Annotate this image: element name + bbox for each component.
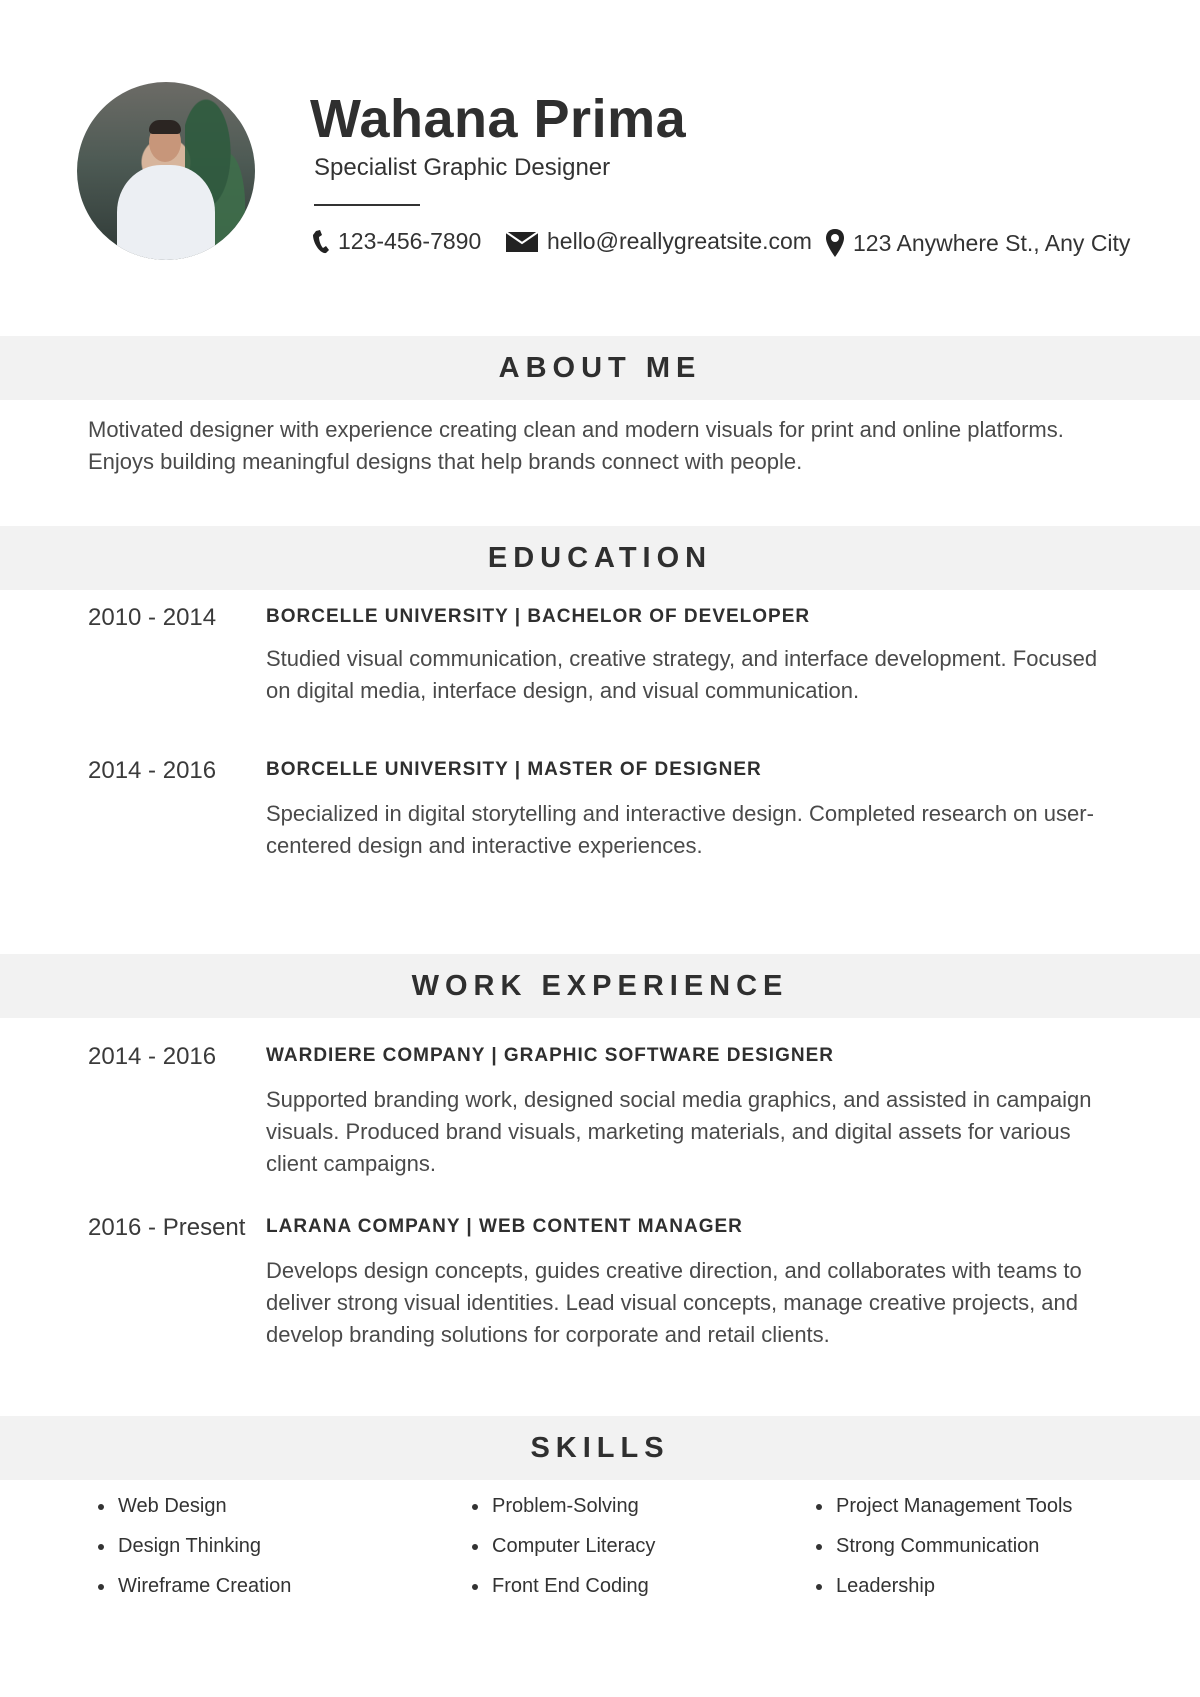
about-text: Motivated designer with experience creating clean and modern visuals for print and online platforms. Enjoys building meaningful designs that help brands connect with people.: [88, 417, 1064, 474]
work-desc-1: Supported branding work, designed social media graphics, and assisted in campaign visuals. Produced brand visuals, marketing materials, and digital assets for various client campaigns.: [266, 1087, 1092, 1176]
address-contact: [825, 228, 1130, 258]
about-title: ABOUT ME: [498, 351, 702, 384]
work-heading-1: WARDIERE COMPANY | GRAPHIC SOFTWARE DESIGNER: [266, 1045, 834, 1066]
work-date-1: 2014 - 2016: [88, 1043, 217, 1070]
education-date-2: 2014 - 2016: [88, 757, 217, 784]
skill-item: • Front End Coding: [490, 1566, 655, 1606]
phone-contact[interactable]: [312, 228, 481, 255]
education-date-1: 2010 - 2014: [88, 604, 217, 631]
work-heading-2: LARANA COMPANY | WEB CONTENT MANAGER: [266, 1216, 743, 1237]
skill-item: • Wireframe Creation: [116, 1566, 291, 1606]
education-desc-1: Studied visual communication, creative strategy, and interface development. Focused on digital media, interface design, and visual communication.: [266, 646, 1098, 703]
skill-item: • Problem-Solving: [490, 1486, 655, 1526]
phone-text: 123-456-7890: [338, 228, 482, 254]
mail-icon: [505, 230, 539, 254]
email-contact[interactable]: [505, 228, 812, 255]
skill-item: • Web Design: [116, 1486, 291, 1526]
education-section-header: [0, 526, 1200, 590]
education-heading-1: BORCELLE UNIVERSITY | BACHELOR OF DEVELOPER: [266, 606, 811, 627]
work-title: WORK EXPERIENCE: [411, 969, 789, 1002]
skill-item: • Computer Literacy: [490, 1526, 655, 1566]
resume-name: Wahana Prima: [310, 89, 687, 149]
skill-item: • Strong Communication: [834, 1526, 1072, 1566]
phone-icon: [312, 229, 330, 255]
education-title: EDUCATION: [487, 541, 713, 574]
header-divider: [314, 204, 420, 206]
work-date-2: 2016 - Present: [88, 1214, 246, 1241]
address-text: 123 Anywhere St., Any City: [853, 229, 1131, 256]
photo-shirt: [117, 165, 215, 260]
skills-title: SKILLS: [530, 1431, 670, 1464]
education-heading-2: BORCELLE UNIVERSITY | MASTER OF DESIGNER: [266, 759, 762, 780]
email-text: hello@reallygreatsite.com: [547, 228, 812, 254]
education-desc-2: Specialized in digital storytelling and interactive design. Completed research on user-centered design and interactive experiences.: [266, 801, 1094, 858]
work-section-header: [0, 954, 1200, 1018]
resume-role: Specialist Graphic Designer: [314, 154, 611, 181]
profile-photo: [77, 82, 255, 260]
skill-item: • Project Management Tools: [834, 1486, 1072, 1526]
skills-column-3: [810, 1486, 1072, 1606]
skills-column-2: [466, 1486, 655, 1606]
skill-item: • Design Thinking: [116, 1526, 291, 1566]
about-section-header: [0, 336, 1200, 400]
location-pin-icon: [825, 228, 845, 258]
skills-section-header: [0, 1416, 1200, 1480]
skills-column-1: [92, 1486, 291, 1606]
work-desc-2: Develops design concepts, guides creative direction, and collaborates with teams to deliver strong visual identities. Lead visual concepts, manage creative projects, and develop branding solutions for corporate and retail clients.: [266, 1258, 1082, 1347]
photo-hair: [149, 120, 181, 134]
skill-item: • Leadership: [834, 1566, 1072, 1606]
